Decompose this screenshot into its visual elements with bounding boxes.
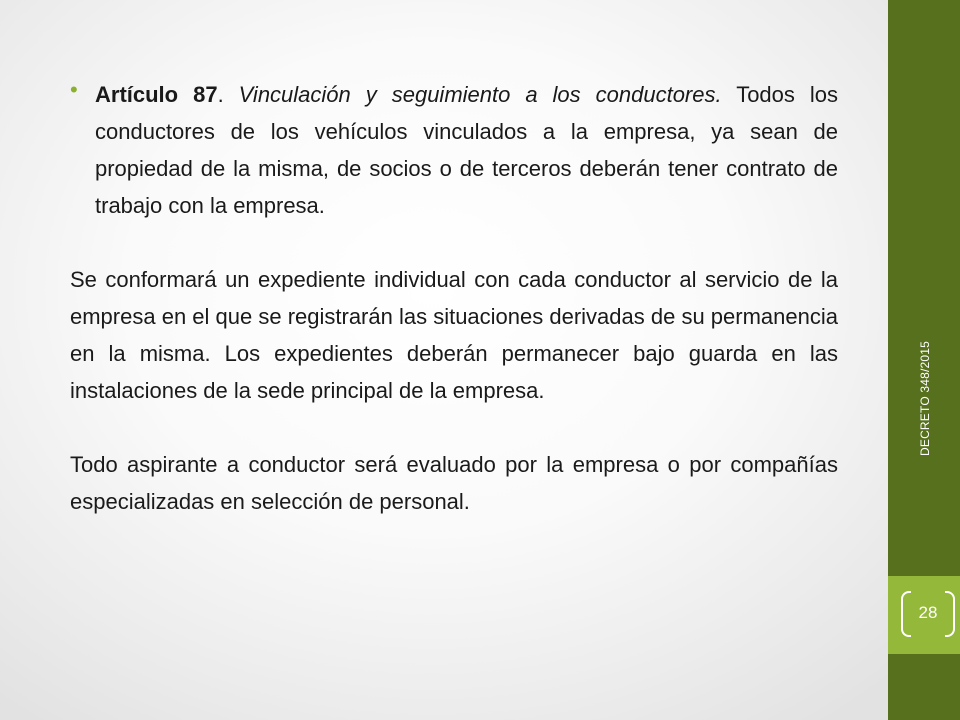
footer-decree-label: DECRETO 348/2015 — [918, 340, 932, 456]
page-number: 28 — [918, 603, 938, 622]
bullet-item — [70, 76, 838, 224]
expediente-paragraph: Se conformará un expediente individual con cada conductor al servicio de la empresa en el que se registrarán las situaciones derivadas de su permanencia en la misma. Los expedientes deberán permanecer bajo guarda en las instalaciones de la sede principal de la empresa. — [70, 267, 838, 403]
bullet-marker: • — [70, 77, 78, 102]
article-label: Artículo 87 — [95, 82, 218, 107]
article-title: Vinculación y seguimiento a los conductores. — [238, 82, 722, 107]
article-paragraph — [95, 76, 838, 224]
slide-body — [70, 76, 838, 520]
page-number-badge — [901, 591, 955, 635]
paragraph-spacer — [70, 224, 838, 261]
aspirante-paragraph: Todo aspirante a conductor será evaluado por la empresa o por compañías especializadas en selección de personal. — [70, 452, 838, 514]
paragraph-spacer — [70, 409, 838, 446]
article-separator: . — [217, 82, 239, 107]
article-body: Todos los conductores de los vehículos vinculados a la empresa, ya sean de propiedad de la misma, de socios o de terceros deberán tener contrato de trabajo con la empresa. — [95, 82, 838, 218]
